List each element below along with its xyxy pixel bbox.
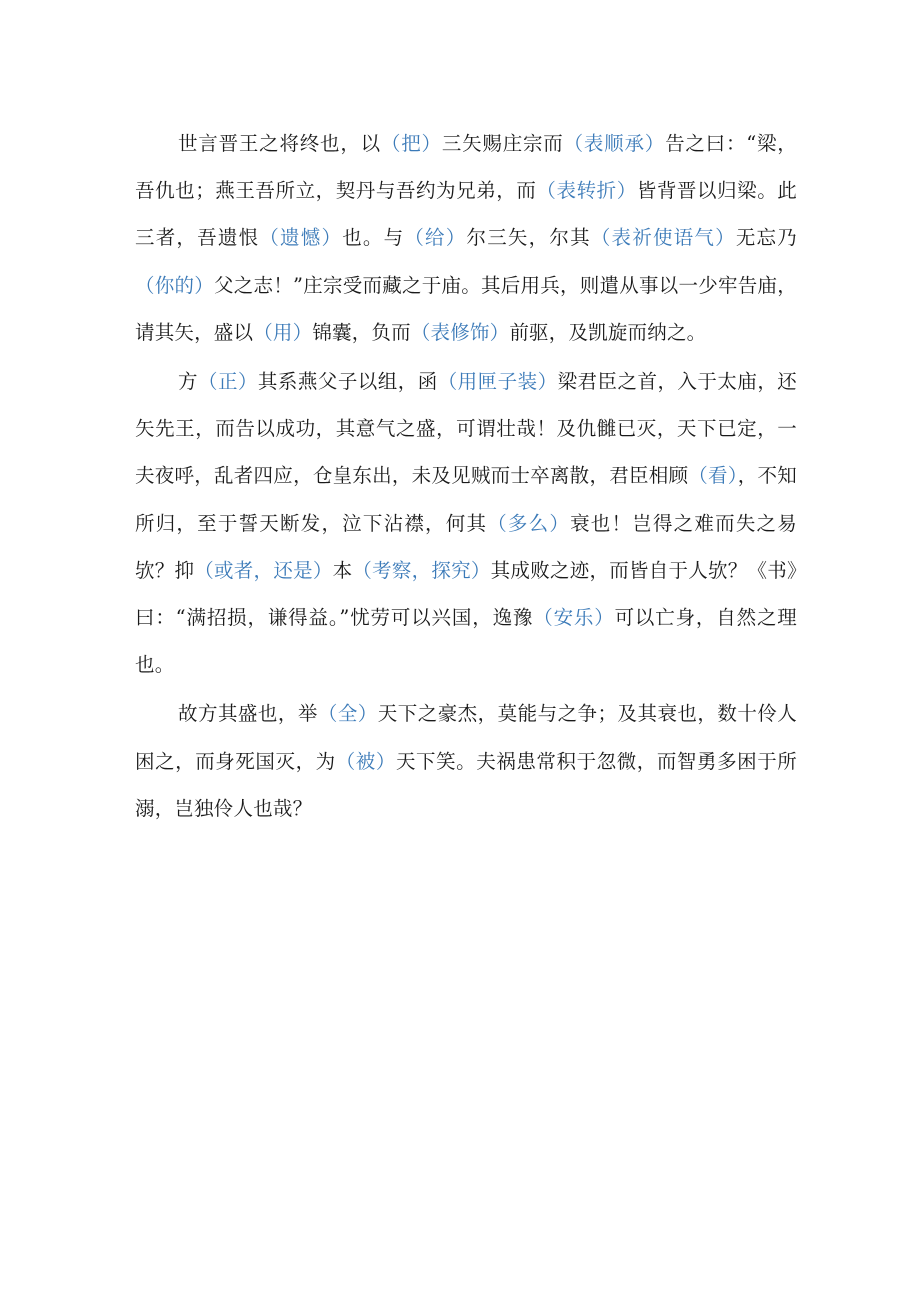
text-segment: 其成败之迹，而皆自于人欤？《书》曰：“满招损，谦得益。”忧劳可以兴国，逸豫 (135, 558, 797, 630)
annotation: （遗憾） (259, 226, 343, 250)
text-segment: 世言晋王之将终也，以 (178, 132, 381, 155)
annotation: （用） (253, 320, 313, 344)
text-segment: 天下笑。夫祸患常积于忽微，而智勇多困于所溺，岂独伶人也哉？ (135, 749, 797, 820)
annotation: （全） (317, 702, 378, 726)
text-segment: 无忘乃 (735, 226, 797, 250)
annotation: （被） (335, 749, 396, 773)
annotation: （给） (404, 226, 467, 250)
text-segment: 故方其盛也，举 (178, 702, 318, 726)
paragraph-2 (135, 358, 797, 688)
annotation: （用匣子装） (437, 370, 558, 394)
annotation: （或者，还是） (194, 558, 333, 582)
annotation: （你的） (135, 273, 215, 297)
annotation: （表转折） (536, 179, 637, 203)
text-segment: 锦囊，负而 (312, 320, 411, 344)
paragraph-1 (135, 120, 797, 356)
annotation: （安乐） (533, 606, 615, 630)
text-segment: 其系燕父子以组，函 (257, 370, 438, 394)
text-segment: 可以亡身，自然之理也。 (135, 606, 797, 677)
text-segment: 本 (332, 558, 353, 582)
annotation: （把） (380, 132, 442, 155)
text-segment: 告之曰：“梁，吾仇也；燕王吾所立，契丹与吾约为兄弟，而 (135, 132, 797, 203)
annotation: （表祈使语气） (590, 226, 736, 250)
annotation: （表顺承） (563, 132, 666, 155)
annotation: （看） (688, 464, 738, 488)
text-segment: 尔三矢，尔其 (466, 226, 591, 250)
text-segment: 父之志！”庄宗受而藏之于庙。其后用兵，则遣从事以一少牢告庙，请其矢，盛以 (135, 273, 797, 344)
text-segment: 三矢赐庄宗而 (441, 132, 564, 155)
text-segment: 梁君臣之首，入于太庙，还矢先王，而告以成功，其意气之盛，可谓壮哉！及仇雠已灭，天下已定，一夫夜呼，乱者四应，仓皇东出，未及见贼而士卒离散，君臣相顾 (135, 370, 797, 488)
text-segment: 也。与 (342, 226, 405, 250)
text-segment: ，不知所归，至于誓天断发，泣下沾襟，何其 (135, 464, 797, 535)
annotated-text-body (135, 120, 797, 834)
annotation: （表修饰） (410, 320, 510, 344)
annotation: （正） (197, 370, 258, 394)
text-segment: 前驱，及凯旋而纳之。 (509, 320, 707, 344)
annotation: （考察，探究） (352, 558, 491, 582)
text-segment: 天下之豪杰，莫能与之争；及其衰也，数十伶人困之，而身死国灭，为 (135, 702, 798, 773)
paragraph-3 (135, 690, 797, 832)
text-segment: 衰也！岂得之难而失之易欤？抑 (135, 511, 797, 582)
text-segment: 皆背晋以归梁。此三者，吾遗恨 (135, 179, 797, 250)
text-segment: 方 (178, 370, 198, 394)
annotation: （多么） (487, 511, 571, 535)
